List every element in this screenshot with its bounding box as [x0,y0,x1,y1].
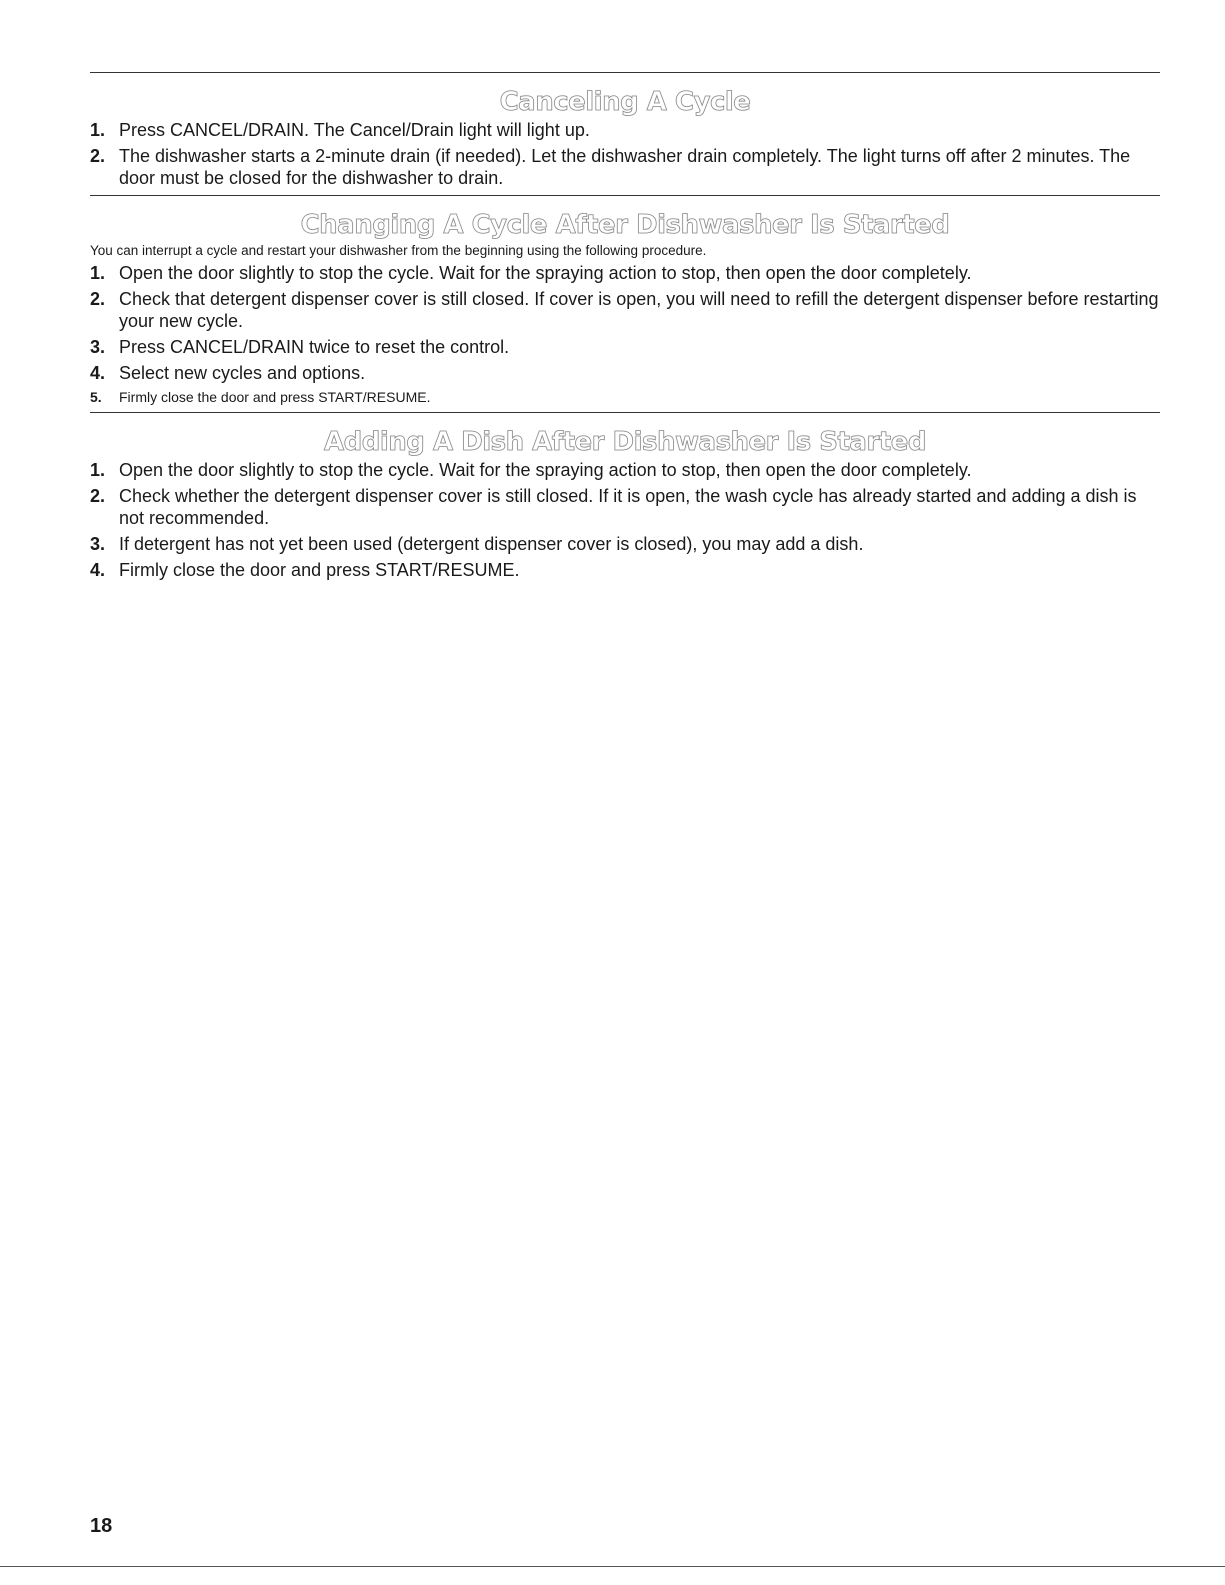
list-item [90,362,1160,384]
steps-list [90,262,1160,406]
section-title: Canceling A Cycle [499,87,751,117]
steps-list [90,459,1160,581]
section-divider [90,195,1160,196]
section-title: Adding A Dish After Dishwasher Is Started [324,427,926,457]
step-text: Firmly close the door and press START/RESUME. [119,560,520,580]
list-item [90,533,1160,555]
section-title: Changing A Cycle After Dishwasher Is Started [300,210,950,240]
step-text: Check whether the detergent dispenser cover is still closed. If it is open, the wash cycle has already started and adding a dish is not recommended. [119,486,1137,528]
step-text: Check that detergent dispenser cover is still closed. If cover is open, you will need to refill the detergent dispenser before restarting your new cycle. [119,289,1159,331]
section-intro: You can interrupt a cycle and restart your dishwasher from the beginning using the following procedure. [90,243,707,258]
step-number: 2. [90,289,106,309]
step-number: 2. [90,486,106,506]
step-number: 5. [90,389,102,405]
step-text: If detergent has not yet been used (detergent dispenser cover is closed), you may add a dish. [119,534,864,554]
step-text: Open the door slightly to stop the cycle. Wait for the spraying action to stop, then open the door completely. [119,263,972,283]
step-number: 3. [90,337,106,357]
section-changing-a-cycle [90,210,1160,406]
step-text: Open the door slightly to stop the cycle. Wait for the spraying action to stop, then open the door completely. [119,460,972,480]
list-item [90,388,1160,406]
list-item [90,262,1160,284]
list-item [90,459,1160,481]
list-item [90,336,1160,358]
section-adding-a-dish [90,427,1160,581]
step-number: 1. [90,263,106,283]
list-item [90,119,1160,141]
step-number: 1. [90,120,106,140]
step-text: Select new cycles and options. [119,363,366,383]
bottom-border [0,1566,1225,1567]
step-number: 2. [90,146,106,166]
steps-list [90,119,1160,189]
step-number: 4. [90,560,106,580]
section-divider [90,412,1160,413]
page-content [90,72,1160,585]
section-divider [90,72,1160,73]
step-number: 3. [90,534,106,554]
step-text: The dishwasher starts a 2-minute drain (if needed). Let the dishwasher drain completely. The light turns off after 2 minutes. The door must be closed for the dishwasher to drain. [119,146,1131,188]
step-text: Press CANCEL/DRAIN. The Cancel/Drain light will light up. [119,120,590,140]
list-item [90,145,1160,189]
list-item [90,288,1160,332]
section-canceling-a-cycle [90,87,1160,189]
step-number: 4. [90,363,106,383]
step-text: Firmly close the door and press START/RESUME. [119,389,431,405]
page-number: 18 [90,1515,113,1537]
step-text: Press CANCEL/DRAIN twice to reset the control. [119,337,510,357]
list-item [90,485,1160,529]
step-number: 1. [90,460,106,480]
list-item [90,559,1160,581]
